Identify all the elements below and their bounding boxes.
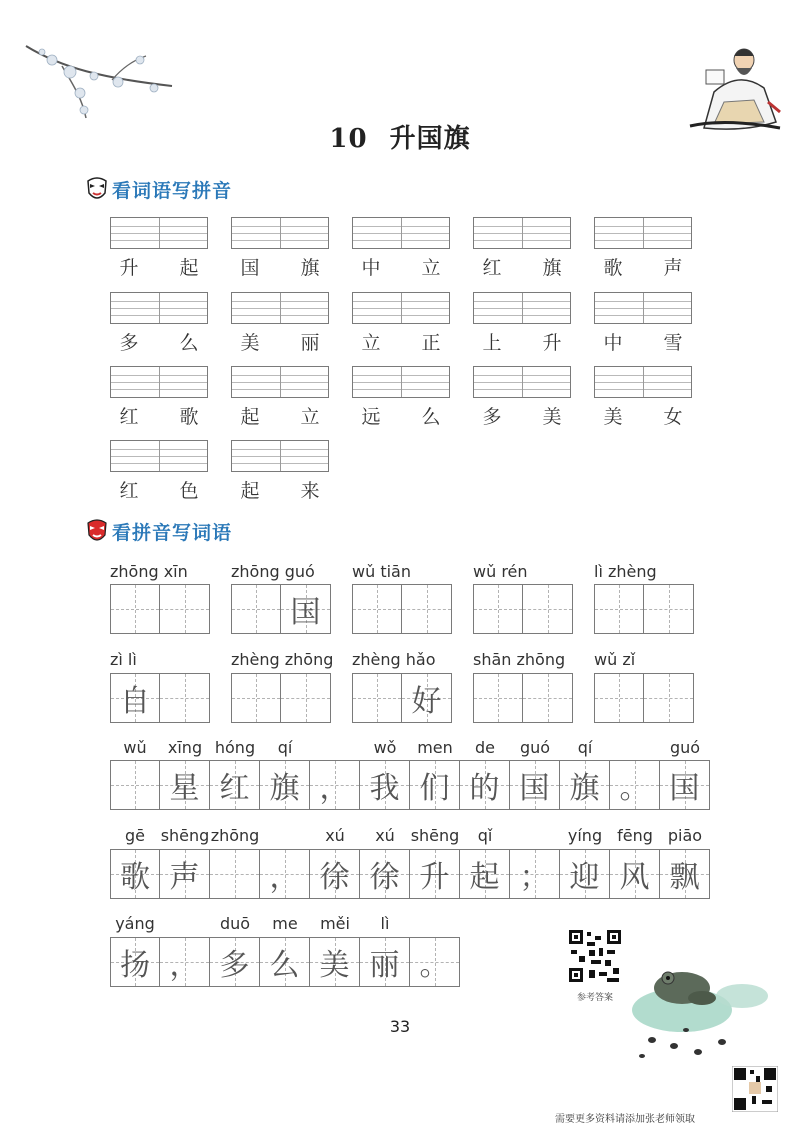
pinyin-writing-box[interactable] xyxy=(110,366,208,398)
sentence-writing-cells xyxy=(110,760,710,810)
cell-char: 旗 xyxy=(269,771,300,806)
tianzige-cell[interactable] xyxy=(260,760,310,810)
tianzige-cell[interactable] xyxy=(410,760,460,810)
tianzige-cell[interactable] xyxy=(560,760,610,810)
box-divider xyxy=(159,441,160,471)
pinyin-label: duō xyxy=(219,914,251,933)
pinyin-label: shēng xyxy=(160,826,210,845)
cell-char: 歌 xyxy=(120,860,150,895)
word-char: 美 xyxy=(542,406,562,428)
word-writing-cells xyxy=(110,584,210,634)
tianzige-cell[interactable] xyxy=(360,849,410,899)
box-divider xyxy=(401,218,402,248)
tianzige-cell[interactable] xyxy=(660,849,710,899)
word-char: 多 xyxy=(482,406,502,428)
word-pair xyxy=(99,402,219,429)
word-pair xyxy=(220,476,340,503)
word-char: 来 xyxy=(300,480,320,502)
word-pair xyxy=(220,328,340,355)
pinyin-label: gē xyxy=(125,826,145,845)
tianzige-cell[interactable] xyxy=(160,673,210,723)
tianzige-cell[interactable] xyxy=(231,584,281,634)
pinyin-label: guó xyxy=(519,738,551,757)
word-char: 升 xyxy=(119,257,139,279)
cell-char: 美 xyxy=(319,948,350,983)
cell-char: 么 xyxy=(269,948,300,983)
cell-char: 。 xyxy=(419,948,450,983)
word-char: 国 xyxy=(240,257,260,279)
word-char: 美 xyxy=(240,332,260,354)
cell-char: 星 xyxy=(169,771,200,806)
pinyin-label: wǔ tiān xyxy=(352,562,411,581)
pinyin-label: piāo xyxy=(667,826,703,845)
pinyin-writing-box[interactable] xyxy=(231,366,329,398)
tianzige-cell[interactable] xyxy=(560,849,610,899)
word-pair xyxy=(462,253,582,280)
word-char: 美 xyxy=(603,406,623,428)
cell-char: ， xyxy=(169,948,200,983)
tianzige-cell[interactable] xyxy=(660,760,710,810)
pinyin-writing-box[interactable] xyxy=(594,217,692,249)
tianzige-cell[interactable] xyxy=(510,849,560,899)
box-divider xyxy=(280,218,281,248)
tianzige-cell[interactable] xyxy=(510,760,560,810)
pinyin-writing-box[interactable] xyxy=(110,217,208,249)
pinyin-label: qí xyxy=(277,738,293,757)
word-pair xyxy=(583,253,703,280)
tianzige-cell[interactable] xyxy=(594,673,644,723)
word-char: 么 xyxy=(421,406,441,428)
word-char: 丽 xyxy=(300,332,320,354)
cell-char: 国 xyxy=(290,595,321,630)
cell-char: 声 xyxy=(169,860,200,895)
pinyin-writing-box[interactable] xyxy=(594,366,692,398)
pinyin-label: zhōng xīn xyxy=(110,562,188,581)
cell-char: 风 xyxy=(619,860,650,895)
tianzige-cell[interactable] xyxy=(281,673,331,723)
cell-char: ， xyxy=(269,860,300,895)
tianzige-cell[interactable] xyxy=(160,584,210,634)
qr-caption: 参考答案 xyxy=(576,993,613,1003)
tianzige-cell[interactable] xyxy=(110,937,160,987)
tianzige-cell[interactable] xyxy=(644,584,694,634)
tianzige-cell[interactable] xyxy=(410,937,460,987)
tianzige-cell[interactable] xyxy=(352,584,402,634)
tianzige-cell[interactable] xyxy=(160,849,210,899)
cell-char: 徐 xyxy=(369,860,400,895)
tianzige-cell[interactable] xyxy=(231,673,281,723)
pinyin-label: xú xyxy=(325,826,345,845)
cell-char: 扬 xyxy=(120,948,150,983)
opera-mask-icon xyxy=(86,177,108,201)
pinyin-label: lì zhèng xyxy=(594,562,657,581)
tianzige-cell[interactable] xyxy=(610,849,660,899)
word-pair xyxy=(99,253,219,280)
word-writing-cells xyxy=(231,673,331,723)
tianzige-cell[interactable] xyxy=(210,849,260,899)
box-divider xyxy=(643,218,644,248)
word-char: 起 xyxy=(179,257,199,279)
box-divider xyxy=(401,367,402,397)
opera-mask-red-icon xyxy=(86,519,108,543)
word-char: 歌 xyxy=(603,257,623,279)
cell-char: 起 xyxy=(469,860,500,895)
word-char: 立 xyxy=(421,257,441,279)
pinyin-writing-box[interactable] xyxy=(473,292,571,324)
tianzige-cell[interactable] xyxy=(281,584,331,634)
word-char: 中 xyxy=(603,332,623,354)
pinyin-writing-box[interactable] xyxy=(110,292,208,324)
pinyin-label: me xyxy=(272,914,298,933)
page-number: 33 xyxy=(389,1017,411,1036)
pinyin-label: wǒ xyxy=(373,738,397,757)
word-char: 红 xyxy=(119,406,139,428)
cell-char: 徐 xyxy=(319,860,350,895)
word-char: 多 xyxy=(119,332,139,354)
pinyin-label: guó xyxy=(669,738,701,757)
tianzige-cell[interactable] xyxy=(402,673,452,723)
cell-char: 自 xyxy=(120,684,150,719)
box-divider xyxy=(159,218,160,248)
tianzige-cell[interactable] xyxy=(523,673,573,723)
qr-code-answers[interactable] xyxy=(567,928,623,984)
pinyin-label: shēng xyxy=(410,826,460,845)
pinyin-label: qí xyxy=(577,738,593,757)
cell-char: 。 xyxy=(619,771,650,806)
pinyin-label: wǔ rén xyxy=(473,562,528,581)
box-divider xyxy=(159,293,160,323)
pinyin-label: wǔ xyxy=(123,738,147,757)
pinyin-writing-box[interactable] xyxy=(352,366,450,398)
pinyin-label: qǐ xyxy=(477,826,493,845)
box-divider xyxy=(159,367,160,397)
word-writing-cells xyxy=(352,673,452,723)
word-pair xyxy=(583,402,703,429)
word-pair xyxy=(220,402,340,429)
pinyin-writing-box[interactable] xyxy=(352,217,450,249)
tianzige-cell[interactable] xyxy=(260,849,310,899)
box-divider xyxy=(522,218,523,248)
box-divider xyxy=(522,293,523,323)
box-divider xyxy=(280,441,281,471)
section-header-write-pinyin xyxy=(86,174,232,204)
cell-char: 的 xyxy=(469,771,500,806)
pinyin-label: xú xyxy=(375,826,395,845)
word-char: 旗 xyxy=(542,257,562,279)
word-writing-cells xyxy=(231,584,331,634)
cell-char: 们 xyxy=(419,771,450,806)
pinyin-label: zhōng guó xyxy=(231,562,315,581)
lesson-number: 10 xyxy=(329,124,368,154)
page-title xyxy=(0,118,800,155)
pinyin-writing-box[interactable] xyxy=(594,292,692,324)
sentence-writing-cells xyxy=(110,849,710,899)
pinyin-label: hóng xyxy=(214,738,256,757)
footer-note: 需要更多资料请添加张老师领取 xyxy=(555,1114,695,1125)
word-char: 女 xyxy=(663,406,683,428)
word-writing-cells xyxy=(473,584,573,634)
tianzige-cell[interactable] xyxy=(160,937,210,987)
word-pair xyxy=(341,328,461,355)
word-pair xyxy=(99,328,219,355)
tianzige-cell[interactable] xyxy=(473,584,523,634)
word-pair xyxy=(220,253,340,280)
word-char: 么 xyxy=(179,332,199,354)
cell-char: 国 xyxy=(669,771,700,806)
pinyin-label: shān zhōng xyxy=(473,650,566,669)
word-char: 远 xyxy=(361,406,381,428)
tianzige-cell[interactable] xyxy=(210,937,260,987)
pinyin-label: yíng xyxy=(567,826,603,845)
tianzige-cell[interactable] xyxy=(210,760,260,810)
word-char: 歌 xyxy=(179,406,199,428)
pinyin-writing-box[interactable] xyxy=(231,292,329,324)
pinyin-writing-box[interactable] xyxy=(352,292,450,324)
pinyin-label: de xyxy=(475,738,495,757)
word-char: 中 xyxy=(361,257,381,279)
word-char: 色 xyxy=(179,480,199,502)
cell-char: 国 xyxy=(519,771,550,806)
tianzige-cell[interactable] xyxy=(110,849,160,899)
cell-char: 飘 xyxy=(669,860,700,895)
cell-char: ， xyxy=(319,771,350,806)
pinyin-label: zhèng zhōng xyxy=(231,650,334,669)
pinyin-writing-box[interactable] xyxy=(231,440,329,472)
pinyin-label: yáng xyxy=(115,914,155,933)
pinyin-writing-box[interactable] xyxy=(473,366,571,398)
pinyin-label: zhōng xyxy=(210,826,260,845)
word-writing-cells xyxy=(110,673,210,723)
word-char: 红 xyxy=(482,257,502,279)
tianzige-cell[interactable] xyxy=(460,849,510,899)
tianzige-cell[interactable] xyxy=(310,760,360,810)
tianzige-cell[interactable] xyxy=(260,937,310,987)
word-char: 雪 xyxy=(663,332,683,354)
lesson-title: 升国旗 xyxy=(389,124,471,154)
frog-lilypad-illustration xyxy=(622,960,772,1064)
tianzige-cell[interactable] xyxy=(460,760,510,810)
cell-char: 我 xyxy=(369,771,400,806)
cell-char: 多 xyxy=(219,948,250,983)
cell-char: 旗 xyxy=(569,771,600,806)
sentence-writing-cells xyxy=(110,937,460,987)
tianzige-cell[interactable] xyxy=(410,849,460,899)
box-divider xyxy=(401,293,402,323)
word-pair xyxy=(341,253,461,280)
tianzige-cell[interactable] xyxy=(402,584,452,634)
footer-qr-code[interactable] xyxy=(732,1066,778,1112)
word-pair xyxy=(341,402,461,429)
section-header-write-words xyxy=(86,516,232,546)
tianzige-cell[interactable] xyxy=(523,584,573,634)
section-title: 看拼音写词语 xyxy=(112,521,233,544)
word-char: 声 xyxy=(663,257,683,279)
box-divider xyxy=(280,293,281,323)
tianzige-cell[interactable] xyxy=(310,849,360,899)
tianzige-cell[interactable] xyxy=(360,760,410,810)
pinyin-label: wǔ zǐ xyxy=(594,650,636,669)
tianzige-cell[interactable] xyxy=(644,673,694,723)
tianzige-cell[interactable] xyxy=(352,673,402,723)
tianzige-cell[interactable] xyxy=(473,673,523,723)
tianzige-cell[interactable] xyxy=(110,673,160,723)
tianzige-cell[interactable] xyxy=(110,760,160,810)
box-divider xyxy=(643,367,644,397)
pinyin-label: zhèng hǎo xyxy=(352,650,436,669)
tianzige-cell[interactable] xyxy=(594,584,644,634)
cell-char: 丽 xyxy=(369,948,400,983)
box-divider xyxy=(643,293,644,323)
tianzige-cell[interactable] xyxy=(160,760,210,810)
word-char: 立 xyxy=(300,406,320,428)
plum-blossom-branch-illustration xyxy=(22,38,182,128)
box-divider xyxy=(280,367,281,397)
tianzige-cell[interactable] xyxy=(110,584,160,634)
word-char: 正 xyxy=(421,332,441,354)
word-writing-cells xyxy=(594,673,694,723)
word-char: 立 xyxy=(361,332,381,354)
pinyin-writing-box[interactable] xyxy=(231,217,329,249)
pinyin-label: fēng xyxy=(617,826,653,845)
section-title: 看词语写拼音 xyxy=(112,179,233,202)
pinyin-label: měi xyxy=(320,914,350,933)
tianzige-cell[interactable] xyxy=(310,937,360,987)
pinyin-label: xīng xyxy=(167,738,203,757)
word-pair xyxy=(462,402,582,429)
word-writing-cells xyxy=(352,584,452,634)
pinyin-label: men xyxy=(417,738,453,757)
pinyin-label: zì lì xyxy=(110,650,137,669)
word-char: 升 xyxy=(542,332,562,354)
word-char: 起 xyxy=(240,406,260,428)
word-pair xyxy=(99,476,219,503)
word-char: 红 xyxy=(119,480,139,502)
cell-char: 升 xyxy=(419,860,450,895)
word-pair xyxy=(462,328,582,355)
tianzige-cell[interactable] xyxy=(360,937,410,987)
word-char: 起 xyxy=(240,480,260,502)
word-pair xyxy=(583,328,703,355)
cell-char: 好 xyxy=(411,684,442,719)
pinyin-writing-box[interactable] xyxy=(110,440,208,472)
tianzige-cell[interactable] xyxy=(610,760,660,810)
word-char: 旗 xyxy=(300,257,320,279)
cell-char: 红 xyxy=(219,771,250,806)
word-writing-cells xyxy=(594,584,694,634)
box-divider xyxy=(522,367,523,397)
cell-char: ； xyxy=(519,860,550,895)
cell-char: 迎 xyxy=(569,860,600,895)
word-char: 上 xyxy=(482,332,502,354)
pinyin-label: lì xyxy=(380,914,390,933)
pinyin-writing-box[interactable] xyxy=(473,217,571,249)
word-writing-cells xyxy=(473,673,573,723)
